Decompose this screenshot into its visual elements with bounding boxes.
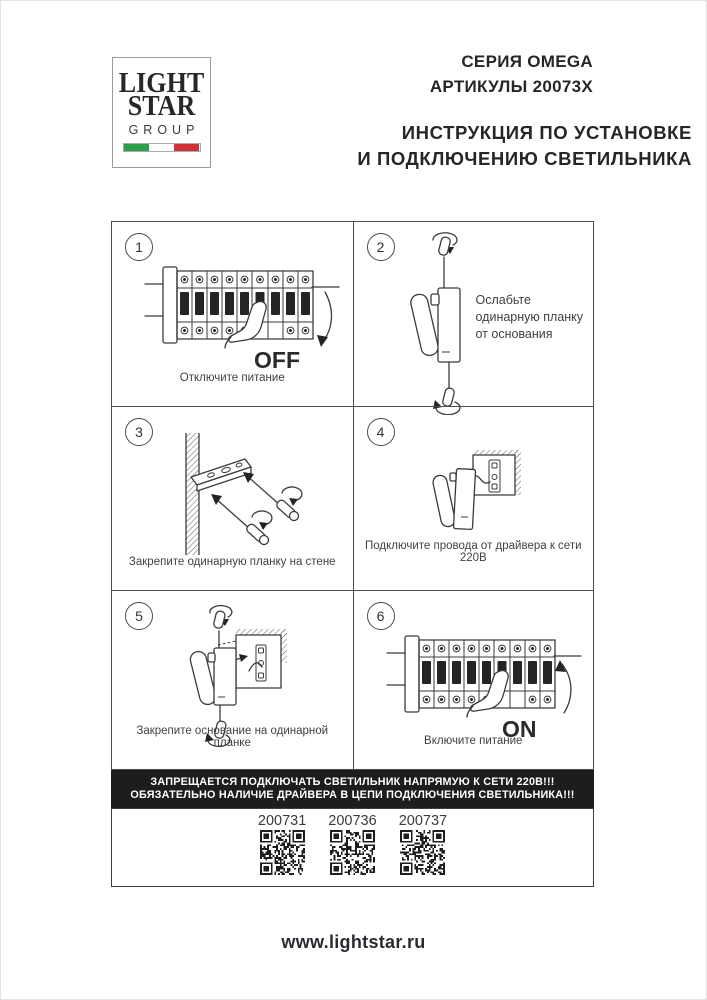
- flag-green-segment: [124, 144, 149, 151]
- logo-word-group: GROUP: [128, 123, 200, 137]
- qr-code-image: [260, 830, 305, 875]
- document-title-line2: И ПОДКЛЮЧЕНИЮ СВЕТИЛЬНИКА: [357, 148, 692, 169]
- mounting-bracket: [191, 459, 251, 491]
- loosen-plate-illustration: [404, 230, 484, 415]
- step-number-badge: 3: [125, 418, 153, 446]
- breaker-off-illustration: [142, 240, 342, 375]
- wall-hatch: [186, 433, 199, 555]
- qr-item: [258, 813, 306, 886]
- article-number: 200736: [328, 813, 377, 829]
- flag-white-segment: [149, 144, 174, 151]
- step-cell-3: [112, 406, 353, 590]
- step-cell-4: [353, 406, 594, 590]
- breaker-levers: [422, 661, 552, 684]
- breaker-top-screws: [423, 645, 551, 652]
- article-number: 200737: [398, 813, 448, 829]
- qr-code-image: [400, 830, 445, 875]
- step-caption: Подключите провода от драйвера к сети 220В: [364, 540, 582, 564]
- step-cell-1: [112, 222, 353, 406]
- step-caption: Ослабьте одинарную планку от основания: [475, 293, 584, 341]
- warning-line-1: ЗАПРЕЩАЕТСЯ ПОДКЛЮЧАТЬ СВЕТИЛЬНИК НАПРЯМУЮ К СЕТИ 220В!!!: [150, 776, 555, 788]
- warning-line-2: ОБЯЗАТЕЛЬНО НАЛИЧИЕ ДРАЙВЕРА В ЦЕПИ ПОДКЛЮЧЕНИЯ СВЕТИЛЬНИКА!!!: [130, 789, 575, 801]
- lamp-head: [431, 474, 456, 528]
- qr-code-image: [330, 830, 375, 875]
- step-cell-2: [353, 222, 594, 406]
- lamp-base: [214, 648, 236, 705]
- step-cell-5: [112, 590, 353, 769]
- document-title: [357, 120, 692, 172]
- step-number-badge: 1: [125, 233, 153, 261]
- document-title-line1: ИНСТРУКЦИЯ ПО УСТАНОВКЕ: [401, 122, 692, 143]
- switch-state-label: OFF: [254, 347, 300, 373]
- flag-red-segment: [174, 144, 199, 151]
- arrow-down: [322, 292, 331, 343]
- screw-2: [211, 494, 272, 545]
- screw-1: [243, 472, 302, 521]
- article-number: 200731: [257, 813, 307, 829]
- breaker-top-screws: [181, 276, 309, 283]
- breaker-levers: [180, 292, 310, 315]
- step-caption: Включите питание: [424, 735, 523, 747]
- step-number-badge: 6: [367, 602, 395, 630]
- switch-state-label: ON: [501, 716, 536, 742]
- step-caption: Закрепите одинарную планку на стене: [128, 556, 336, 568]
- qr-section: [111, 808, 594, 887]
- breaker-on-illustration: [384, 609, 584, 744]
- qr-item: [399, 813, 447, 886]
- series-title: СЕРИЯ OMEGA: [461, 52, 593, 71]
- qr-item: [328, 813, 376, 886]
- logo-word-star: STAR: [127, 91, 196, 122]
- website-url: www.lightstar.ru: [281, 932, 426, 952]
- lamp-base: [453, 469, 475, 530]
- step-caption: Отключите питание: [179, 372, 285, 384]
- step-caption: Закрепите основание на одинарной планке: [136, 725, 329, 749]
- lightstar-logo: [112, 57, 211, 168]
- articles-title: АРТИКУЛЫ 20073X: [429, 77, 593, 96]
- mount-plate-illustration: [122, 433, 347, 555]
- warning-banner: [111, 770, 594, 808]
- series-header: [430, 49, 593, 99]
- logo-word-light: LIGHT: [118, 68, 205, 99]
- step-number-badge: 5: [125, 602, 153, 630]
- italian-flag-stripe: [123, 143, 201, 152]
- step-number-badge: 2: [367, 233, 395, 261]
- steps-grid: [111, 221, 594, 770]
- step-number-badge: 4: [367, 418, 395, 446]
- step-cell-6: [353, 590, 594, 769]
